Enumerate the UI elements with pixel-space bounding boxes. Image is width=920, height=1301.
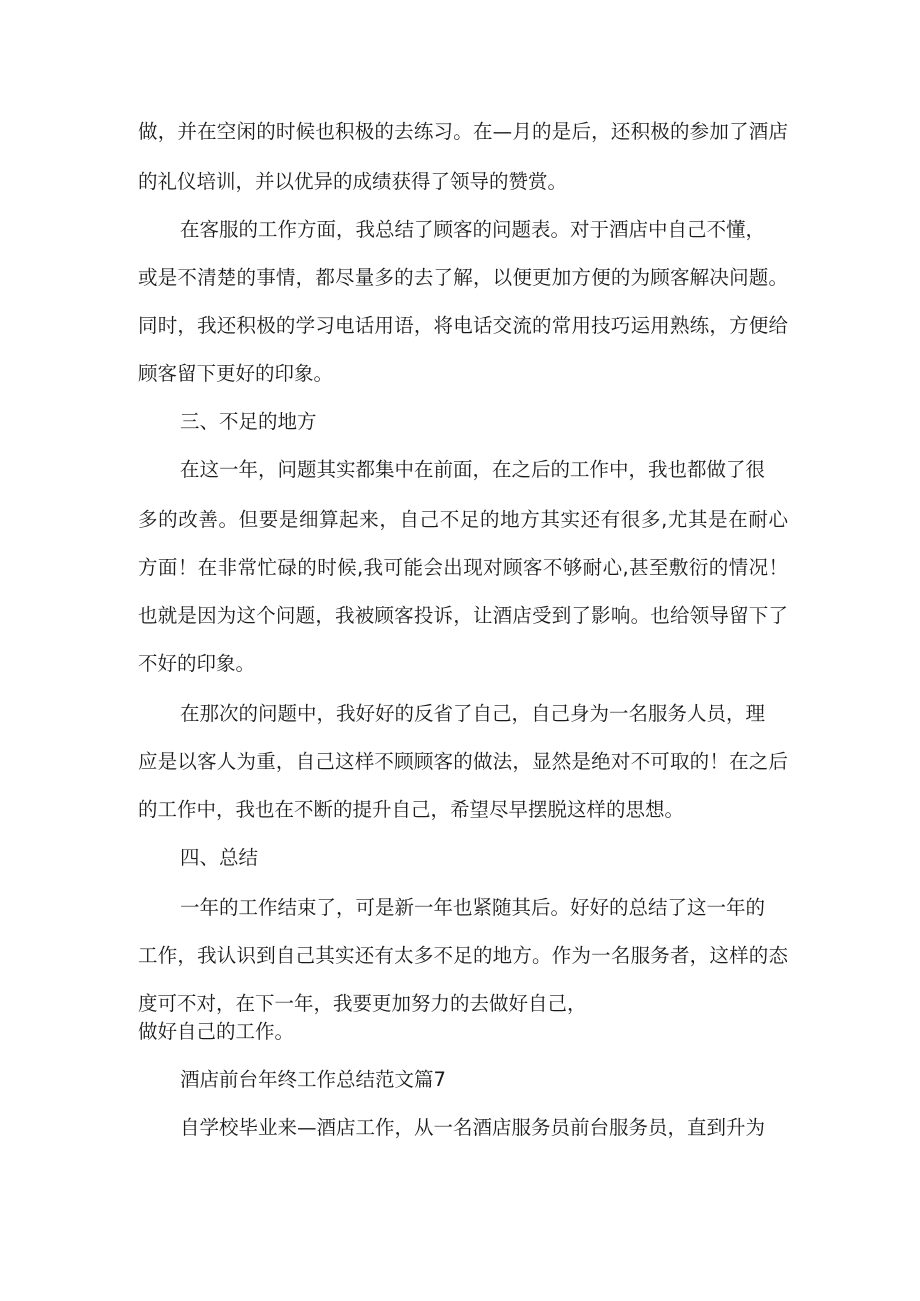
paragraph-line: 不好的印象。: [138, 652, 256, 675]
paragraph-line: 的工作中，我也在不断的提升自己，希望尽早摆脱这样的思想。: [138, 798, 685, 821]
paragraph-line: 做，并在空闲的时候也积极的去练习。在—月的是后，还积极的参加了酒店: [138, 120, 788, 143]
section-heading: 四、总结: [180, 846, 259, 869]
paragraph-line: 或是不清楚的事情，都尽量多的去了解，以便更加方便的为顾客解决问题。: [138, 266, 788, 289]
article-title: 酒店前台年终工作总结范文篇7: [180, 1068, 446, 1091]
paragraph-line: 应是以客人为重，自己这样不顾顾客的做法，显然是绝对不可取的！在之后: [138, 750, 788, 773]
paragraph-line: 做好自己的工作。: [138, 1020, 295, 1043]
paragraph-line: 度可不对，在下一年，我要更加努力的去做好自己，: [138, 992, 587, 1015]
paragraph-line: 在客服的工作方面，我总结了顾客的问题表。对于酒店中自己不懂，: [180, 218, 766, 241]
paragraph-line: 自学校毕业来—酒店工作，从一名酒店服务员前台服务员，直到升为: [180, 1116, 766, 1139]
paragraph-line: 的礼仪培训，并以优异的成绩获得了领导的赞赏。: [138, 170, 568, 193]
paragraph-line: 顾客留下更好的印象。: [138, 362, 334, 385]
paragraph-line: 多的改善。但要是细算起来，自己不足的地方其实还有很多,尤其是在耐心: [138, 508, 788, 531]
section-heading: 三、不足的地方: [180, 410, 317, 433]
paragraph-line: 一年的工作结束了，可是新一年也紧随其后。好好的总结了这一年的: [180, 896, 766, 919]
paragraph-line: 工作，我认识到自己其实还有太多不足的地方。作为一名服务者，这样的态: [138, 944, 788, 967]
paragraph-line: 同时，我还积极的学习电话用语，将电话交流的常用技巧运用熟练，方便给: [138, 314, 788, 337]
paragraph-line: 方面！在非常忙碌的时候,我可能会出现对顾客不够耐心,甚至敷衍的情况！: [138, 556, 788, 579]
paragraph-line: 在这一年，问题其实都集中在前面，在之后的工作中，我也都做了很: [180, 458, 766, 481]
paragraph-line: 在那次的问题中，我好好的反省了自己，自己身为一名服务人员，理: [180, 702, 766, 725]
paragraph-line: 也就是因为这个问题，我被顾客投诉，让酒店受到了影响。也给领导留下了: [138, 604, 788, 627]
